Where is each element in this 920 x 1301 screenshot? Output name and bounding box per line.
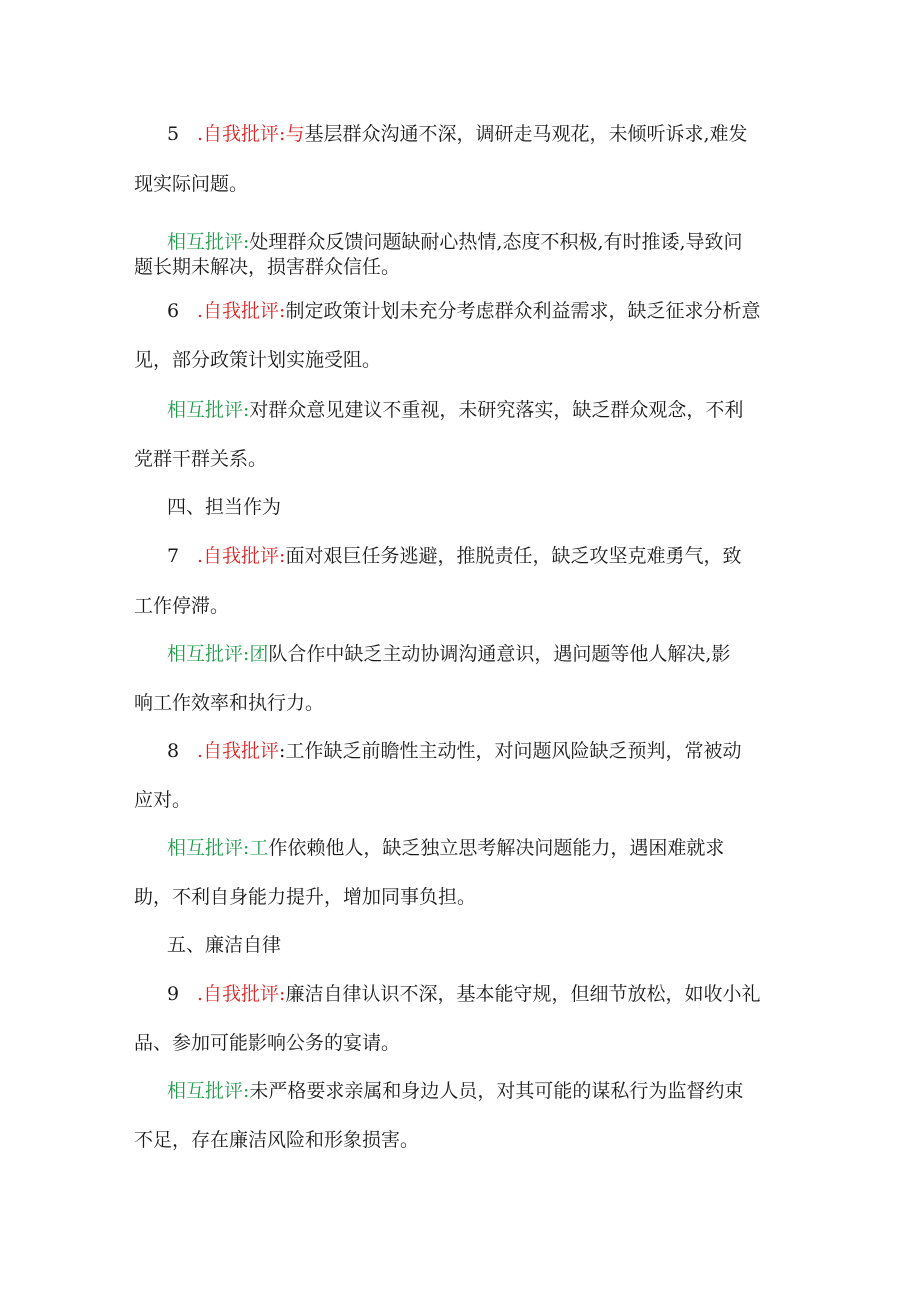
self-criticism-text: 制定政策计划未充分考虑群众利益需求，缺乏征求分析意 [285, 300, 761, 322]
self-criticism-label: .自我批评: [197, 123, 286, 145]
section-heading-4: 四、担当作为 [167, 496, 282, 518]
item-number: 9 [167, 983, 180, 1005]
item-9-self-line1 [167, 981, 760, 1007]
mutual-criticism-text: 未严格要求亲属和身边人员，对其可能的谋私行为监督约束 [249, 1080, 744, 1102]
item-number: 6 [167, 300, 180, 322]
item-5-mutual-line1 [167, 229, 743, 255]
item-6-self-line1 [167, 298, 760, 324]
item-7-mutual-line1 [167, 641, 730, 667]
item-5-self-line1 [167, 121, 748, 147]
item-7-mutual-line2: 响工作效率和执行力。 [134, 692, 325, 714]
item-9-self-line2: 品、参加可能影响公务的宴请。 [134, 1032, 401, 1054]
item-number: 7 [167, 545, 180, 567]
mutual-criticism-lead: 团 [249, 643, 269, 665]
mutual-criticism-text: 处理群众反馈问题缺耐心热情,态度不积极,有时推诿,导致问 [249, 231, 743, 253]
item-number: 5 [167, 123, 180, 145]
mutual-criticism-lead: 工 [249, 837, 269, 859]
item-5-self-line2: 现实际问题。 [134, 173, 249, 195]
mutual-criticism-text: 作依赖他人，缺乏独立思考解决问题能力，遇困难就求 [268, 837, 725, 859]
mutual-criticism-label: 相互批评: [167, 643, 250, 665]
section-heading-5: 五、廉洁自律 [167, 934, 282, 956]
item-7-self-line1 [167, 543, 741, 569]
self-criticism-label: .自我批评 [197, 740, 280, 762]
self-criticism-label: .自我批评: [197, 300, 286, 322]
mutual-criticism-text: 队合作中缺乏主动协调沟通意识，遇问题等他人解决,影 [268, 643, 731, 665]
self-criticism-label: .自我批评: [197, 983, 286, 1005]
mutual-criticism-label: 相互批评: [167, 399, 250, 421]
mutual-criticism-label: 相互批评: [167, 231, 250, 253]
item-6-self-line2: 见，部分政策计划实施受阻。 [134, 349, 382, 371]
self-criticism-text: 基层群众沟通不深，调研走马观花，未倾听诉求,难发 [304, 123, 748, 145]
item-number: 8 [167, 740, 180, 762]
self-criticism-text: 廉洁自律认识不深，基本能守规，但细节放松，如收小礼 [285, 983, 761, 1005]
item-6-mutual-line1 [167, 397, 743, 423]
item-9-mutual-line2: 不足，存在廉洁风险和形象损害。 [134, 1129, 420, 1151]
item-6-mutual-line2: 党群干群关系。 [134, 448, 268, 470]
item-8-mutual-line1 [167, 835, 724, 861]
mutual-criticism-text: 对群众意见建议不重视，未研究落实，缺乏群众观念，不利 [249, 399, 744, 421]
item-9-mutual-line1 [167, 1078, 743, 1104]
mutual-criticism-label: 相互批评: [167, 837, 250, 859]
self-criticism-text: :工作缺乏前瞻性主动性，对问题风险缺乏预判，常被动 [279, 740, 742, 762]
item-8-self-line2: 应对。 [134, 789, 192, 811]
item-8-mutual-line2: 助，不利自身能力提升，增加同事负担。 [134, 886, 477, 908]
self-criticism-lead: 与 [285, 123, 305, 145]
mutual-criticism-label: 相互批评: [167, 1080, 250, 1102]
self-criticism-label: .自我批评: [197, 545, 286, 567]
item-8-self-line1 [167, 738, 741, 764]
item-7-self-line2: 工作停滞。 [134, 595, 230, 617]
item-5-mutual-line2: 题长期未解决，损害群众信任。 [134, 256, 401, 278]
self-criticism-text: 面对艰巨任务逃避，推脱责任，缺乏攻坚克难勇气，致 [285, 545, 742, 567]
